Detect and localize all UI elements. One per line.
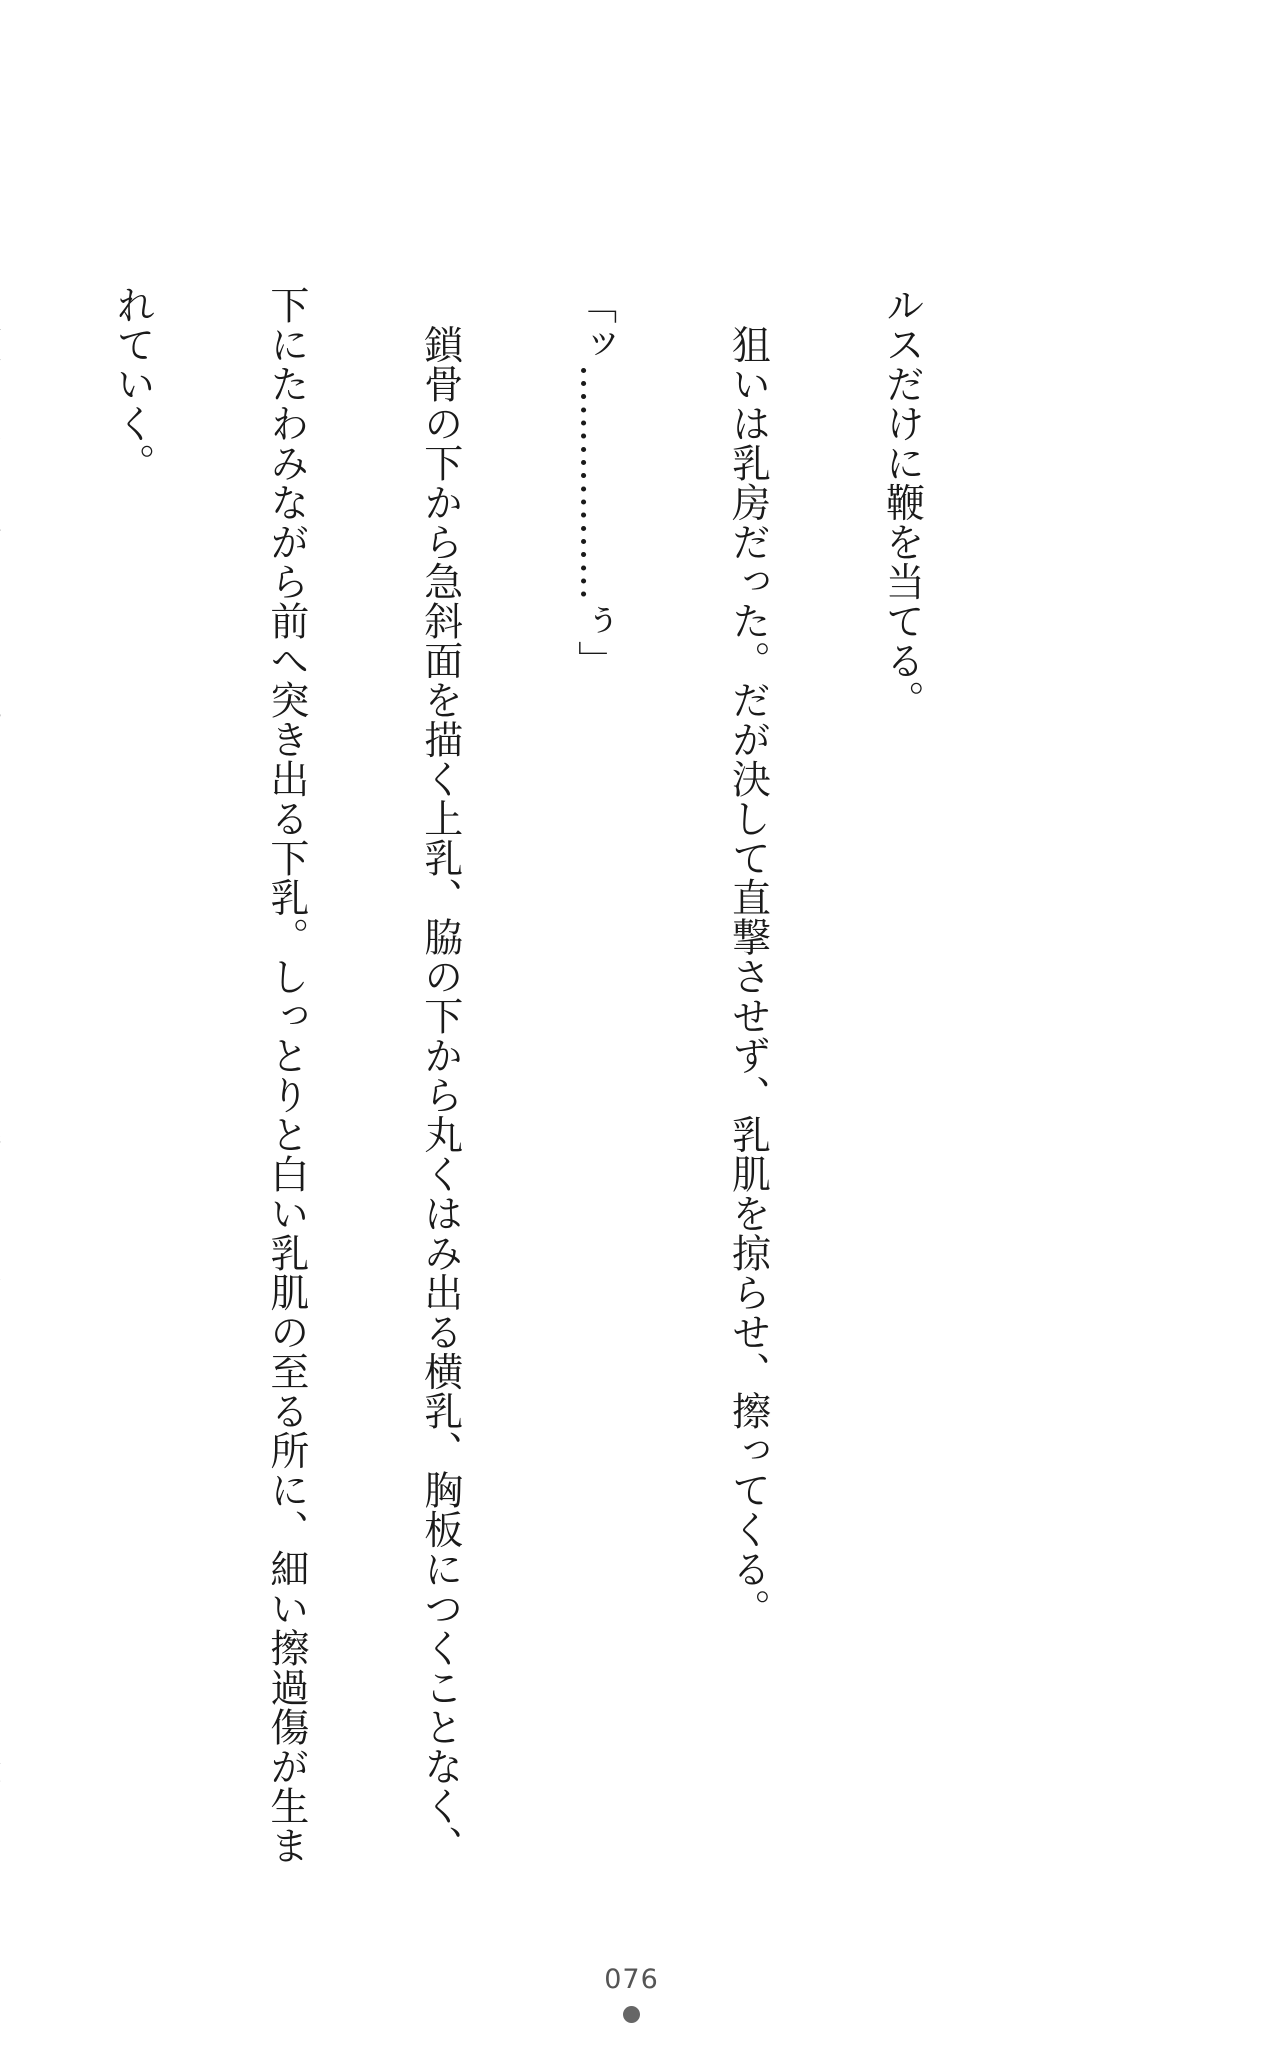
text-line: れていく。 [109, 285, 155, 483]
text-line: 狙いは乳房だった。だが決して直撃させず、乳肌を掠らせ、擦ってくる。 [725, 285, 771, 1628]
page-footer [0, 1964, 1263, 2023]
text-line: ルスだけに鞭を当てる。 [879, 285, 925, 720]
text-line [0, 285, 4, 1715]
text-line: 鎖骨の下から急斜面を描く上乳、脇の下から丸くはみ出る横乳、胸板につくことなく、 [417, 285, 463, 1865]
text-line: 下にたわみながら前へ突き出る下乳。しっとりと白い乳肌の至る所に、細い擦過傷が生ま [263, 285, 309, 1865]
page-marker-dot-icon [623, 2006, 640, 2023]
body-text [0, 285, 1030, 1865]
page-number: 076 [604, 1964, 659, 1995]
text-line: 「ッ………………ぅ」 [571, 285, 617, 680]
